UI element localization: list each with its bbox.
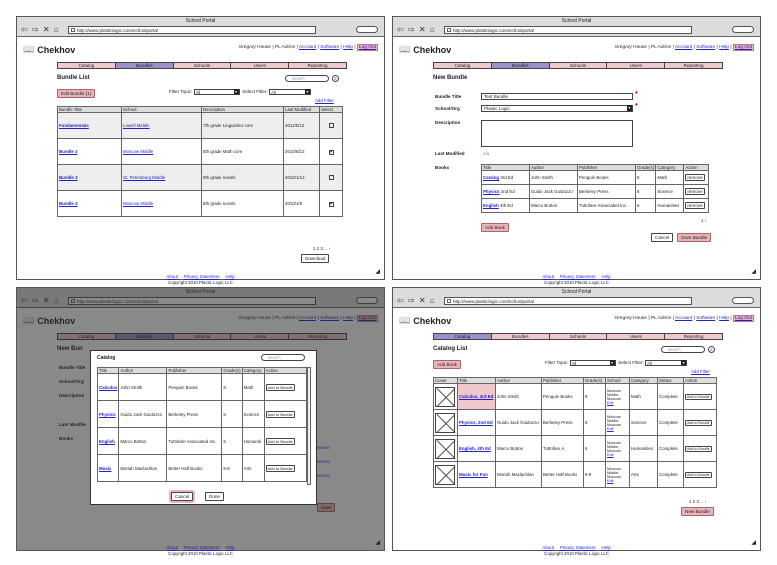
- grade-cell: 8: [584, 410, 606, 436]
- add-book-button[interactable]: Add Book: [433, 360, 461, 369]
- user-menu: Gregory House | PL Admin | Account | Software | Help | Log Out: [614, 45, 752, 50]
- browser-search-box[interactable]: [732, 297, 754, 304]
- pagination[interactable]: 1 ›: [701, 218, 707, 223]
- status-cell: Complete: [658, 410, 684, 436]
- tab-catalog[interactable]: Catalog: [433, 62, 491, 69]
- table-row[interactable]: [58, 113, 343, 139]
- filter-topic-select[interactable]: All ▾: [570, 360, 616, 366]
- col-action[interactable]: Action: [684, 378, 717, 384]
- privacy-link[interactable]: Privacy Statement: [559, 274, 596, 279]
- tab-reporting[interactable]: Reporting: [288, 62, 347, 69]
- software-link[interactable]: Software: [320, 45, 340, 50]
- category-cell: Math: [630, 384, 658, 410]
- bundle-title-link[interactable]: Bundle 2: [59, 149, 78, 154]
- publisher-cell: Berkeley Press: [167, 401, 222, 428]
- main-nav: [433, 333, 723, 340]
- books-label: Books: [435, 165, 450, 170]
- table-row[interactable]: [58, 139, 343, 165]
- author-cell: Guido Jack Guidozzo: [530, 185, 578, 199]
- book-title-link[interactable]: English: [483, 203, 499, 208]
- catalog-table: [433, 377, 717, 488]
- grade-cell: 8: [222, 374, 242, 401]
- browser-nav-icons[interactable]: ⇦ ⇨ ✕ ⌂: [397, 296, 436, 305]
- col-last-modified[interactable]: Last Modified: [284, 107, 320, 113]
- grade-cell: 6: [222, 428, 242, 455]
- col-title[interactable]: Title: [458, 378, 496, 384]
- add-to-bundle-button[interactable]: Add to Bundle: [267, 411, 293, 417]
- grade-cell: 8: [222, 401, 242, 428]
- col-action[interactable]: Action: [264, 368, 306, 374]
- edit-link[interactable]: Edit: [607, 452, 614, 457]
- description-textarea[interactable]: [481, 120, 633, 147]
- select-filter-select[interactable]: All ▾: [269, 89, 311, 95]
- page-title: New Bundle: [433, 75, 468, 81]
- school-cell: Moscow Middle, Moscow: [607, 440, 621, 453]
- date-cell: 2010/1/12: [284, 165, 320, 191]
- publisher-cell: Berkeley Press: [578, 185, 636, 199]
- select-filter-select[interactable]: All ▾: [645, 360, 687, 366]
- catalog-modal-window: [16, 287, 385, 556]
- filter-bar: Filter Topic: All ▾ Select Filter: All ▾: [545, 360, 687, 366]
- page-icon: [71, 28, 75, 32]
- add-to-bundle-button[interactable]: Add to Bundle: [687, 394, 710, 399]
- col-status[interactable]: Status: [658, 378, 684, 384]
- author-cell: John Smith: [496, 384, 542, 410]
- user-menu: Gregory House | PL Admin | Account | Software | Help | Log Out: [238, 45, 376, 50]
- add-book-button[interactable]: Add Book: [481, 223, 509, 232]
- add-to-bundle-button[interactable]: Add to Bundle: [687, 446, 710, 451]
- resize-grip-icon[interactable]: ◢: [375, 269, 380, 275]
- resize-grip-icon[interactable]: ◢: [751, 540, 756, 546]
- about-link[interactable]: About: [166, 274, 178, 279]
- table-row[interactable]: [482, 199, 709, 213]
- author-cell: Guido Jack Guidozzo: [496, 410, 542, 436]
- logout-link[interactable]: Log Out: [734, 316, 752, 321]
- search-input[interactable]: search: [661, 346, 705, 353]
- add-to-bundle-button[interactable]: Add to Bundle: [687, 472, 710, 477]
- copyright: Copyright 2010 Plastic Logic LLC: [544, 280, 609, 285]
- copyright: Copyright 2010 Plastic Logic LLC: [168, 551, 233, 556]
- col-description[interactable]: Description: [202, 107, 284, 113]
- grade-cell: 6: [636, 199, 656, 213]
- search-icon[interactable]: ⌕: [708, 346, 715, 353]
- app-logo[interactable]: 📖 Chekhov: [23, 44, 76, 55]
- status-cell: Complete: [658, 436, 684, 462]
- required-marker: *: [635, 91, 638, 98]
- account-link[interactable]: Account: [674, 45, 693, 50]
- book-title-link[interactable]: English: [99, 438, 115, 444]
- school-cell: Moscow Middle, Moscow: [607, 414, 621, 427]
- book-title-link[interactable]: Music: [99, 465, 112, 471]
- school-cell: Moscow Middle, Moscow: [607, 388, 621, 401]
- author-cell: Marco Botton: [119, 428, 167, 455]
- search-input[interactable]: search: [285, 75, 329, 82]
- edit-link[interactable]: Edit: [607, 400, 614, 405]
- page-title: Catalog List: [433, 346, 468, 352]
- modal-title: Catalog: [97, 355, 116, 361]
- col-author[interactable]: Author: [119, 368, 167, 374]
- book-title-link[interactable]: Physics, 2nd Ed: [459, 420, 493, 425]
- tab-schools[interactable]: Schools: [549, 333, 607, 340]
- col-author[interactable]: Author: [496, 378, 542, 384]
- table-row[interactable]: [434, 462, 717, 488]
- pagination[interactable]: 1 2 3 ... ›: [689, 499, 707, 504]
- col-grades[interactable]: Grade(s): [637, 165, 655, 170]
- category-cell: Science: [630, 410, 658, 436]
- pagination[interactable]: 1 2 3 ... ›: [313, 246, 331, 251]
- page-icon: [447, 28, 451, 32]
- table-row[interactable]: [434, 436, 717, 462]
- app-logo[interactable]: 📖 Chekhov: [399, 44, 452, 55]
- description-cell: 7th grade Linguistics core: [202, 113, 284, 139]
- copyright: Copyright 2010 Plastic Logic LLC: [544, 551, 609, 556]
- account-link[interactable]: Account: [674, 316, 693, 321]
- tab-bundles[interactable]: Bundles: [115, 62, 173, 69]
- logout-link[interactable]: Log Out: [734, 45, 752, 50]
- author-cell: Guido Jack Guidozzo: [119, 401, 167, 428]
- catalog-modal: [90, 350, 317, 505]
- select-checkbox[interactable]: ✔: [329, 148, 334, 155]
- tab-reporting[interactable]: Reporting: [664, 62, 723, 69]
- browser-toolbar: [17, 17, 384, 37]
- book-title-link[interactable]: Physics: [99, 411, 116, 417]
- bundle-table: [57, 106, 343, 217]
- tab-users[interactable]: Users: [230, 62, 288, 69]
- books-table: [481, 164, 709, 213]
- publisher-cell: Penguin Books: [542, 384, 584, 410]
- school-org-select[interactable]: Plastic Logic ▾: [481, 105, 633, 112]
- tab-reporting[interactable]: Reporting: [664, 333, 723, 340]
- col-grades[interactable]: Grade(s): [223, 368, 241, 373]
- filter-bar: Filter Topic: All ▾ Select Filter: All ▾: [169, 89, 311, 95]
- tab-bundles[interactable]: Bundles: [491, 62, 549, 69]
- catalog-table: [97, 367, 307, 482]
- software-link[interactable]: Software: [696, 45, 716, 50]
- table-row[interactable]: [98, 374, 307, 401]
- address-bar[interactable]: http://www.plasticlogic.com/schoolportal: [68, 26, 316, 34]
- catalog-list-window: [392, 287, 761, 556]
- col-title[interactable]: Title: [482, 165, 530, 171]
- publisher-cell: Tuttofare Associated Inc.: [167, 428, 222, 455]
- book-title-link[interactable]: Calculus: [99, 384, 118, 390]
- author-cell: Moriah Maclachlan: [496, 462, 542, 488]
- book-icon: 📖: [23, 44, 35, 54]
- book-title-link[interactable]: Catalog: [483, 175, 500, 180]
- col-cover[interactable]: Cover: [434, 378, 458, 384]
- footer-help-link[interactable]: Help: [225, 274, 235, 279]
- tab-users[interactable]: Users: [606, 333, 664, 340]
- select-checkbox[interactable]: [329, 175, 334, 180]
- cover-image-placeholder: [435, 465, 455, 485]
- category-cell: Humanities: [656, 199, 684, 213]
- add-to-bundle-button[interactable]: Add to Bundle: [687, 420, 710, 425]
- description-cell: 9th grade novels: [202, 165, 284, 191]
- resize-grip-icon[interactable]: ◢: [375, 540, 380, 546]
- modal-search-input[interactable]: search: [261, 354, 305, 361]
- modal-cancel-button[interactable]: Cancel: [171, 492, 193, 501]
- grade-cell: 8: [636, 171, 656, 185]
- table-row[interactable]: [58, 165, 343, 191]
- cover-image-placeholder: [435, 439, 455, 459]
- bundle-list-window: [16, 16, 385, 285]
- table-row[interactable]: [98, 428, 307, 455]
- user-menu: Gregory House | PL Admin | Account | Software | Help | Log Out: [614, 316, 752, 321]
- status-cell: Complete: [658, 384, 684, 410]
- col-author[interactable]: Author: [530, 165, 578, 171]
- browser-toolbar: [393, 288, 760, 308]
- bundle-title-input[interactable]: Test Bundle: [481, 93, 633, 100]
- tab-catalog[interactable]: Catalog: [57, 62, 115, 69]
- search-icon[interactable]: ⌕: [332, 75, 339, 82]
- modal-done-button[interactable]: Done: [205, 492, 224, 501]
- cover-image-placeholder: [435, 413, 455, 433]
- col-publisher[interactable]: Publisher: [542, 378, 584, 384]
- bundle-title-label: Bundle Title: [435, 94, 462, 99]
- book-title-link[interactable]: Calculus, 3rd Ed: [459, 394, 494, 399]
- category-cell: Science: [656, 185, 684, 199]
- browser-toolbar: [393, 17, 760, 37]
- col-category[interactable]: Category: [656, 165, 684, 171]
- table-row[interactable]: [434, 384, 717, 410]
- browser-nav-icons[interactable]: ⇦ ⇨ ✕ ⌂: [21, 25, 60, 34]
- last-modified-label: Last Modified: [435, 151, 465, 156]
- author-cell: Marco Botton: [496, 436, 542, 462]
- main-nav: [433, 62, 723, 69]
- page-title: Bundle List: [57, 75, 90, 81]
- table-row[interactable]: [482, 185, 709, 199]
- cancel-button[interactable]: Cancel: [651, 233, 673, 242]
- publisher-cell: Penguin Books: [578, 171, 636, 185]
- address-bar[interactable]: http://www.plasticlogic.com/schoolportal: [444, 26, 692, 34]
- col-grades[interactable]: Grade(s): [584, 378, 606, 384]
- footer-help-link[interactable]: Help: [601, 545, 611, 550]
- privacy-link[interactable]: Privacy Statement: [183, 274, 220, 279]
- col-school[interactable]: School: [606, 378, 630, 384]
- category-cell: Arts: [630, 462, 658, 488]
- category-cell: Science: [242, 401, 264, 428]
- col-category[interactable]: Category: [630, 378, 658, 384]
- modal-scrollbar[interactable]: [307, 367, 311, 485]
- school-org-label: School/Org: [435, 106, 460, 111]
- add-to-bundle-button[interactable]: Add to Bundle: [267, 384, 293, 390]
- add-to-bundle-button[interactable]: Add to Bundle: [267, 438, 293, 444]
- remove-button[interactable]: remove: [687, 203, 703, 208]
- publisher-cell: Tuttofare A.: [542, 436, 584, 462]
- save-bundle-button[interactable]: Save Bundle: [677, 233, 711, 242]
- col-school[interactable]: School: [122, 107, 202, 113]
- edition: 2nd Ed: [500, 189, 515, 194]
- new-bundle-button[interactable]: New Bundle: [681, 507, 714, 516]
- edit-bundle-button[interactable]: Edit Bundle (1): [57, 89, 95, 98]
- help-link[interactable]: Help: [343, 45, 353, 50]
- address-bar[interactable]: http://www.plasticlogic.com/schoolportal: [444, 297, 692, 305]
- about-link[interactable]: About: [542, 274, 554, 279]
- col-title[interactable]: Title: [98, 368, 119, 374]
- bundle-title-link[interactable]: Bundle 3: [59, 175, 78, 180]
- status-cell: Complete: [658, 462, 684, 488]
- date-cell: 2011/5/12: [284, 113, 320, 139]
- add-to-bundle-button[interactable]: Add to Bundle: [267, 465, 293, 471]
- publisher-cell: Penguin Books: [167, 374, 222, 401]
- account-link[interactable]: Account: [298, 45, 317, 50]
- table-row[interactable]: [98, 401, 307, 428]
- page-icon: [447, 299, 451, 303]
- table-row[interactable]: [58, 191, 343, 217]
- footer-links: [393, 274, 760, 279]
- window-title: School Portal: [561, 18, 592, 24]
- author-cell: John Smith: [530, 171, 578, 185]
- window-title: School Portal: [561, 289, 592, 295]
- book-title-link[interactable]: Music for Fun: [459, 472, 488, 477]
- software-link[interactable]: Software: [696, 316, 716, 321]
- grade-cell: 8: [636, 185, 656, 199]
- add-filter-link[interactable]: Add Filter: [691, 369, 710, 374]
- school-link[interactable]: Moscow Middle: [123, 149, 154, 154]
- col-category[interactable]: Category: [242, 368, 264, 374]
- publisher-cell: Better Half Books: [542, 462, 584, 488]
- help-link[interactable]: Help: [719, 45, 729, 50]
- grade-cell: 8: [584, 384, 606, 410]
- col-publisher[interactable]: Publisher: [167, 368, 222, 374]
- last-modified-value: n/a: [483, 151, 490, 156]
- required-marker: *: [635, 103, 638, 110]
- author-cell: Moriah Maclachlan: [119, 455, 167, 482]
- school-link[interactable]: Moscow Middle: [123, 201, 154, 206]
- date-cell: 2010/6/12: [284, 139, 320, 165]
- copyright: Copyright 2010 Plastic Logic LLC: [168, 280, 233, 285]
- col-action[interactable]: Action: [684, 165, 709, 171]
- book-icon: 📖: [399, 44, 411, 54]
- window-title: School Portal: [185, 18, 216, 24]
- grade-cell: 6-8: [222, 455, 242, 482]
- app-logo[interactable]: 📖 Chekhov: [399, 315, 452, 326]
- category-cell: Humaniti: [242, 428, 264, 455]
- school-cell: Moscow Middle, Moscow: [607, 466, 621, 479]
- select-checkbox[interactable]: [329, 123, 334, 128]
- col-publisher[interactable]: Publisher: [578, 165, 636, 171]
- footer-links: [17, 274, 384, 279]
- school-link[interactable]: Lowell Middle: [123, 123, 150, 128]
- grade-cell: 6: [584, 436, 606, 462]
- book-title-link[interactable]: Physics: [483, 189, 500, 194]
- browser-nav-icons[interactable]: ⇦ ⇨ ✕ ⌂: [397, 25, 436, 34]
- publisher-cell: Tuttofare Associated Inc.: [578, 199, 636, 213]
- book-icon: 📖: [399, 315, 411, 325]
- publisher-cell: Berkeley Press: [542, 410, 584, 436]
- tab-users[interactable]: Users: [606, 62, 664, 69]
- logout-link[interactable]: Log Out: [358, 45, 376, 50]
- tab-bundles[interactable]: Bundles: [491, 333, 549, 340]
- description-label: Description: [435, 120, 461, 125]
- tab-schools[interactable]: Schools: [549, 62, 607, 69]
- edit-link[interactable]: Edit: [607, 426, 614, 431]
- publisher-cell: Better Half Books: [167, 455, 222, 482]
- footer-help-link[interactable]: Help: [601, 274, 611, 279]
- main-nav: [57, 62, 347, 69]
- col-bundle-title[interactable]: Bundle Title: [58, 107, 122, 113]
- privacy-link[interactable]: Privacy Statement: [559, 545, 596, 550]
- bundle-title-link[interactable]: Bundle 4: [59, 201, 78, 206]
- col-select[interactable]: Select: [320, 107, 343, 113]
- edition: 3rd Ed: [500, 175, 514, 180]
- remove-button[interactable]: remove: [687, 189, 703, 194]
- add-filter-link[interactable]: Add Filter: [315, 98, 334, 103]
- author-cell: John Smith: [119, 374, 167, 401]
- author-cell: Marco Botton: [530, 199, 578, 213]
- school-link[interactable]: St. Petersburg Middle: [123, 175, 166, 180]
- filter-topic-select[interactable]: All ▾: [194, 89, 240, 95]
- tab-catalog[interactable]: Catalog: [433, 333, 491, 340]
- bundle-title-link[interactable]: Fundamentals: [59, 123, 89, 128]
- date-cell: 2010/1/9: [284, 191, 320, 217]
- cover-image-placeholder: [435, 387, 455, 407]
- browser-search-box[interactable]: [356, 26, 378, 33]
- footer-links: [393, 545, 760, 550]
- tab-schools[interactable]: Schools: [173, 62, 231, 69]
- book-title-link[interactable]: English, 4th Ed: [459, 446, 491, 451]
- about-link[interactable]: About: [542, 545, 554, 550]
- help-link[interactable]: Help: [719, 316, 729, 321]
- new-bundle-window: [392, 16, 761, 285]
- grade-cell: 6-8: [584, 462, 606, 488]
- download-button[interactable]: Download: [301, 254, 329, 263]
- table-row[interactable]: [434, 410, 717, 436]
- description-cell: 8th grade Math core: [202, 139, 284, 165]
- edit-link[interactable]: Edit: [607, 478, 614, 483]
- browser-search-box[interactable]: [732, 26, 754, 33]
- category-cell: Humanities: [630, 436, 658, 462]
- edition: 4th Ed: [500, 203, 513, 208]
- category-cell: Arts: [242, 455, 264, 482]
- select-checkbox[interactable]: ✔: [329, 200, 334, 207]
- category-cell: Math: [656, 171, 684, 185]
- description-cell: 8th grade novels: [202, 191, 284, 217]
- table-row[interactable]: [98, 455, 307, 482]
- category-cell: Math: [242, 374, 264, 401]
- resize-grip-icon[interactable]: ◢: [751, 269, 756, 275]
- remove-button[interactable]: remove: [687, 175, 703, 180]
- table-row[interactable]: [482, 171, 709, 185]
